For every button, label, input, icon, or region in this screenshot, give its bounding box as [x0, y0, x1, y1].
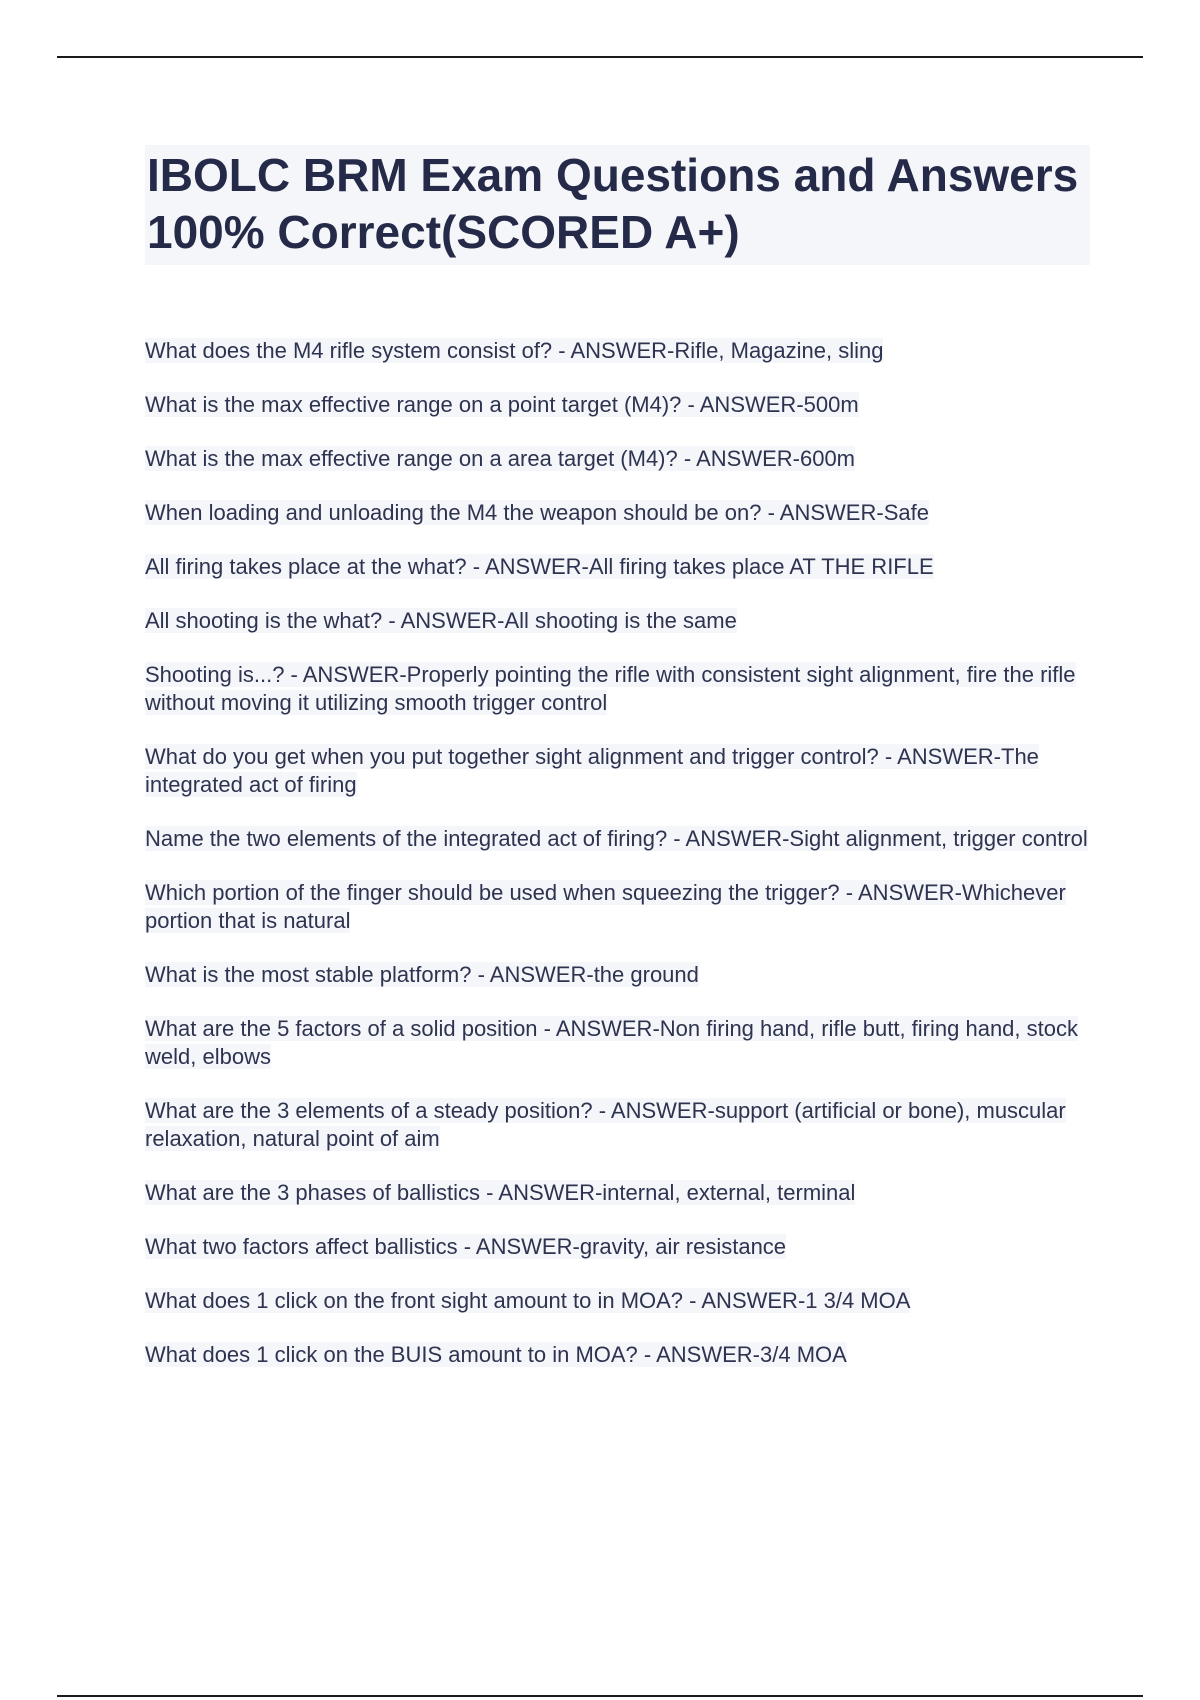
qa-text: When loading and unloading the M4 the weapon should be on? - ANSWER-Safe [145, 500, 929, 525]
qa-item [145, 1233, 1090, 1261]
qa-text: What are the 5 factors of a solid position - ANSWER-Non firing hand, rifle butt, firing hand, stock weld, elbows [145, 1016, 1078, 1069]
qa-item [145, 337, 1090, 365]
qa-text: What two factors affect ballistics - ANSWER-gravity, air resistance [145, 1234, 787, 1259]
qa-text: What are the 3 phases of ballistics - ANSWER-internal, external, terminal [145, 1180, 856, 1205]
qa-item [145, 445, 1090, 473]
qa-text: Shooting is...? - ANSWER-Properly pointing the rifle with consistent sight alignment, fire the rifle without moving it utilizing smooth trigger control [145, 662, 1076, 715]
qa-item [145, 607, 1090, 635]
document-title: IBOLC BRM Exam Questions and Answers 100% Correct(SCORED A+) [147, 149, 1079, 258]
qa-item [145, 825, 1090, 853]
qa-text: What does 1 click on the BUIS amount to in MOA? - ANSWER-3/4 MOA [145, 1342, 847, 1367]
qa-item [145, 499, 1090, 527]
qa-item [145, 743, 1090, 799]
qa-item [145, 661, 1090, 717]
top-rule [57, 56, 1143, 58]
qa-text: Name the two elements of the integrated act of firing? - ANSWER-Sight alignment, trigger control [145, 826, 1088, 851]
qa-item [145, 1179, 1090, 1207]
bottom-rule [57, 1695, 1143, 1697]
qa-text: All shooting is the what? - ANSWER-All shooting is the same [145, 608, 737, 633]
qa-item [145, 1015, 1090, 1071]
qa-text: Which portion of the finger should be used when squeezing the trigger? - ANSWER-Whichever portion that is natural [145, 880, 1066, 933]
qa-text: What is the max effective range on a area target (M4)? - ANSWER-600m [145, 446, 856, 471]
qa-text: What are the 3 elements of a steady position? - ANSWER-support (artificial or bone), muscular relaxation, natural point of aim [145, 1098, 1066, 1151]
qa-item [145, 961, 1090, 989]
qa-item [145, 553, 1090, 581]
qa-item [145, 1097, 1090, 1153]
title-block [145, 145, 1090, 265]
qa-list [145, 337, 1090, 1395]
qa-item [145, 391, 1090, 419]
qa-text: All firing takes place at the what? - ANSWER-All firing takes place AT THE RIFLE [145, 554, 934, 579]
qa-item [145, 1287, 1090, 1315]
qa-item [145, 1341, 1090, 1369]
qa-text: What do you get when you put together sight alignment and trigger control? - ANSWER-The integrated act of firing [145, 744, 1039, 797]
qa-item [145, 879, 1090, 935]
qa-text: What does 1 click on the front sight amount to in MOA? - ANSWER-1 3/4 MOA [145, 1288, 911, 1313]
qa-text: What is the most stable platform? - ANSWER-the ground [145, 962, 699, 987]
qa-text: What is the max effective range on a point target (M4)? - ANSWER-500m [145, 392, 859, 417]
qa-text: What does the M4 rifle system consist of? - ANSWER-Rifle, Magazine, sling [145, 338, 884, 363]
